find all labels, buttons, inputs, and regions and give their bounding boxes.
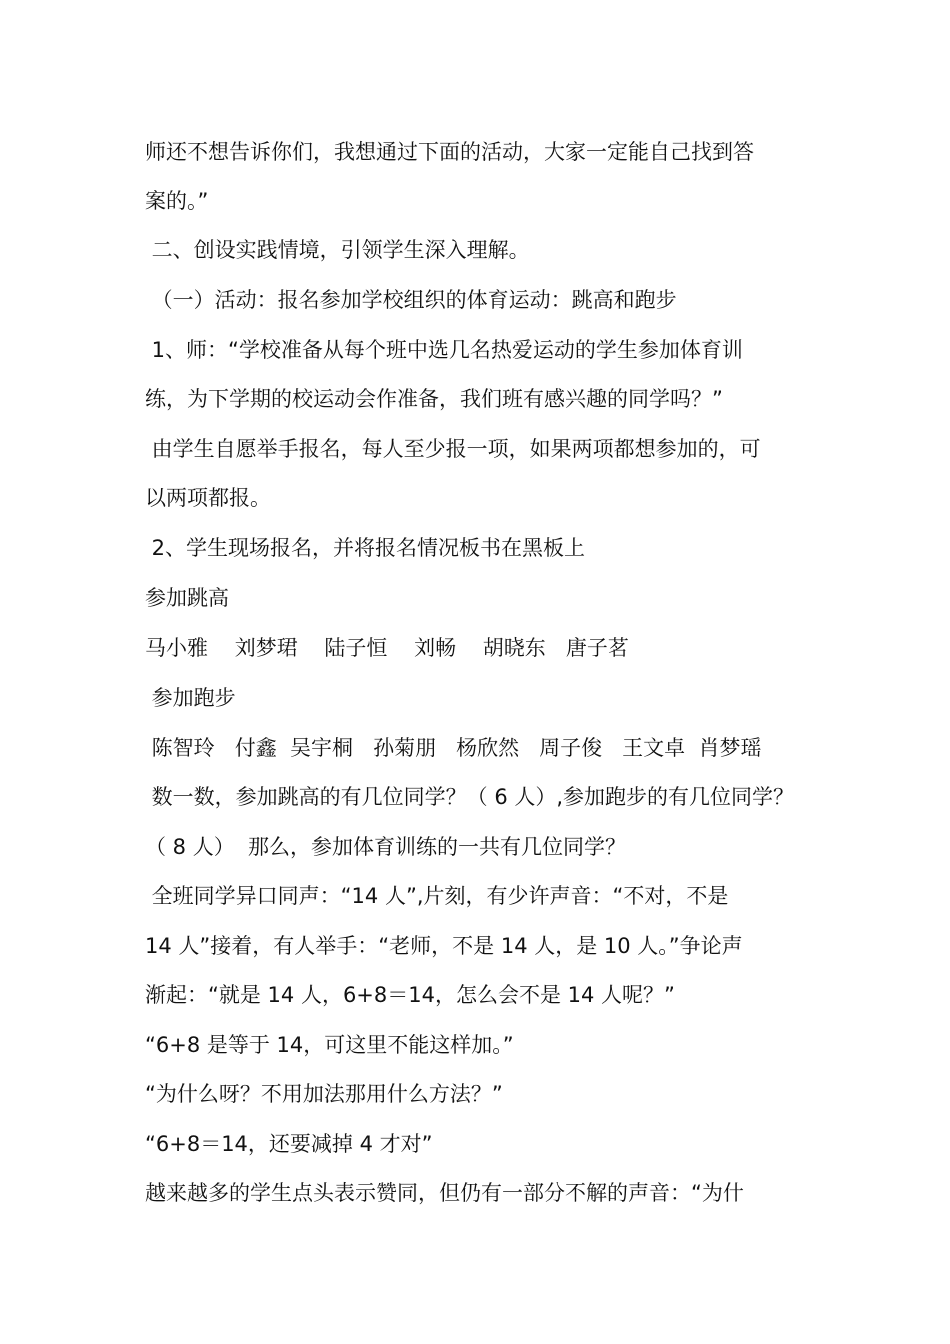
paragraph-line: 以两项都报。 <box>145 486 271 510</box>
name-list-running: 陈智玲 付鑫 吴宇桐 孙菊朋 杨欣然 周子俊 王文卓 肖梦瑶 <box>145 736 762 760</box>
paragraph-line: “为什么呀？不用加法那用什么方法？” <box>145 1082 503 1106</box>
group-label-running: 参加跑步 <box>145 686 236 710</box>
paragraph-line: （ 8 人） 那么，参加体育训练的一共有几位同学？ <box>145 835 627 859</box>
paragraph-line: 14 人”接着，有人举手：“老师，不是 14 人，是 10 人。”争论声 <box>145 934 743 958</box>
paragraph-line: 2、学生现场报名，并将报名情况板书在黑板上 <box>145 536 586 560</box>
group-label-high-jump: 参加跳高 <box>145 586 229 610</box>
paragraph-line: “6+8＝14，还要减掉 4 才对” <box>145 1132 433 1156</box>
subsection-heading: （一）活动：报名参加学校组织的体育运动：跳高和跑步 <box>145 288 677 312</box>
section-heading: 二、创设实践情境，引领学生深入理解。 <box>145 238 530 262</box>
name-list-high-jump: 马小雅 刘梦珺 陆子恒 刘畅 胡晓东 唐子茗 <box>145 636 629 660</box>
paragraph-line: 练，为下学期的校运动会作准备，我们班有感兴趣的同学吗？” <box>145 387 723 411</box>
paragraph-line: 渐起：“就是 14 人，6+8＝14，怎么会不是 14 人呢？” <box>145 983 675 1007</box>
paragraph-line: “6+8 是等于 14，可这里不能这样加。” <box>145 1033 514 1057</box>
paragraph-line: 数一数，参加跳高的有几位同学？（ 6 人）,参加跑步的有几位同学？ <box>145 785 795 809</box>
paragraph-line: 师还不想告诉你们，我想通过下面的活动，大家一定能自己找到答 <box>145 140 754 164</box>
paragraph-line: 越来越多的学生点头表示赞同，但仍有一部分不解的声音：“为什 <box>145 1181 744 1205</box>
paragraph-line: 案的。” <box>145 189 209 213</box>
paragraph-line: 1、师：“学校准备从每个班中选几名热爱运动的学生参加体育训 <box>145 338 743 362</box>
paragraph-line: 由学生自愿举手报名，每人至少报一项，如果两项都想参加的，可 <box>145 437 761 461</box>
paragraph-line: 全班同学异口同声：“14 人”,片刻，有少许声音：“不对，不是 <box>145 884 729 908</box>
